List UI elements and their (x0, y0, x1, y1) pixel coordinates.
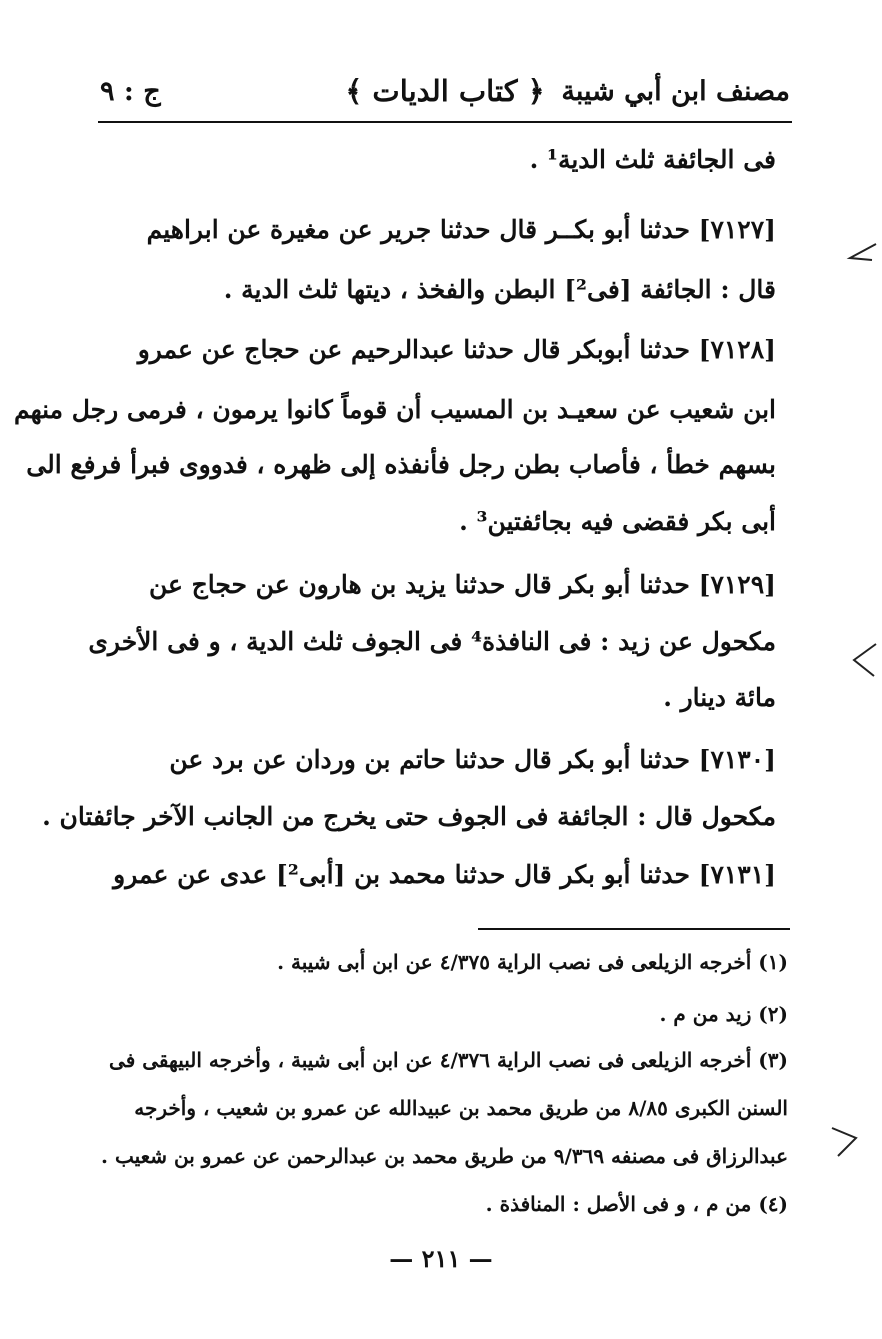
margin-tick-icon (828, 1120, 868, 1160)
footnote-rule (478, 928, 790, 930)
text-line: [٧١٣١] حدثنا أبو بكر قال حدثنا محمد بن [أبى²] عدى عن عمرو (113, 860, 776, 889)
running-header (100, 70, 790, 120)
volume-number: ج : ٩ (100, 76, 161, 107)
text-line: [٧١٣٠] حدثنا أبو بكر قال حدثنا حاتم بن وردان عن برد عن (169, 745, 776, 774)
footnote: السنن الكبرى ٨/٨٥ من طريق محمد بن عبيدالله عن عمرو بن شعيب ، وأخرجه (134, 1096, 788, 1120)
text-line: [٧١٢٧] حدثنا أبو بكــر قال حدثنا جرير عن مغيرة عن ابراهيم (146, 215, 776, 244)
text-line: مكحول عن زيد : فى النافذة⁴ فى الجوف ثلث الدية ، و فى الأخرى (88, 627, 776, 656)
margin-tick-icon (842, 640, 878, 680)
header-rule (98, 121, 792, 123)
text-line: قال : الجائفة [فى²] البطن والفخذ ، ديتها ثلث الدية . (223, 275, 776, 304)
footnote: (٢) زيد من م . (659, 1002, 788, 1026)
margin-tick-icon (842, 240, 878, 276)
book-title: مصنف ابن أبي شيبة (561, 76, 790, 107)
footnote: (٤) من م ، و فى الأصل : المنافذة . (485, 1192, 788, 1216)
text-line: بسهم خطأ ، فأصاب بطن رجل فأنفذه إلى ظهره ، فدووى فبرأ فرفع الى (26, 450, 776, 479)
text-line: [٧١٢٨] حدثنا أبوبكر قال حدثنا عبدالرحيم عن حجاج عن عمرو (137, 335, 776, 364)
footnote: عبدالرزاق فى مصنفه ٩/٣٦٩ من طريق محمد بن عبدالرحمن عن عمرو بن شعيب . (101, 1144, 788, 1168)
text-line: مائة دينار . (663, 683, 776, 712)
text-line: [٧١٢٩] حدثنا أبو بكر قال حدثنا يزيد بن هارون عن حجاج عن (148, 570, 776, 599)
text-line: ابن شعيب عن سعيـد بن المسيب أن قوماً كانوا يرمون ، فرمى رجل منهم (13, 395, 776, 424)
footnote: (١) أخرجه الزيلعى فى نصب الراية ٤/٣٧٥ عن ابن أبى شيبة . (277, 950, 788, 974)
text-line: أبى بكر فقضى فيه بجائفتين³ . (459, 507, 776, 536)
text-line: مكحول قال : الجائفة فى الجوف حتى يخرج من الجانب الآخر جائفتان . (42, 802, 776, 831)
text-line: فى الجائفة ثلث الدية¹ . (529, 145, 776, 174)
page-number: — ٢١١ — (389, 1244, 493, 1273)
chapter-title: ﴿ كتاب الديات ﴾ (345, 74, 545, 108)
footnote: (٣) أخرجه الزيلعى فى نصب الراية ٤/٣٧٦ عن ابن أبى شيبة ، وأخرجه البيهقى فى (109, 1048, 788, 1072)
